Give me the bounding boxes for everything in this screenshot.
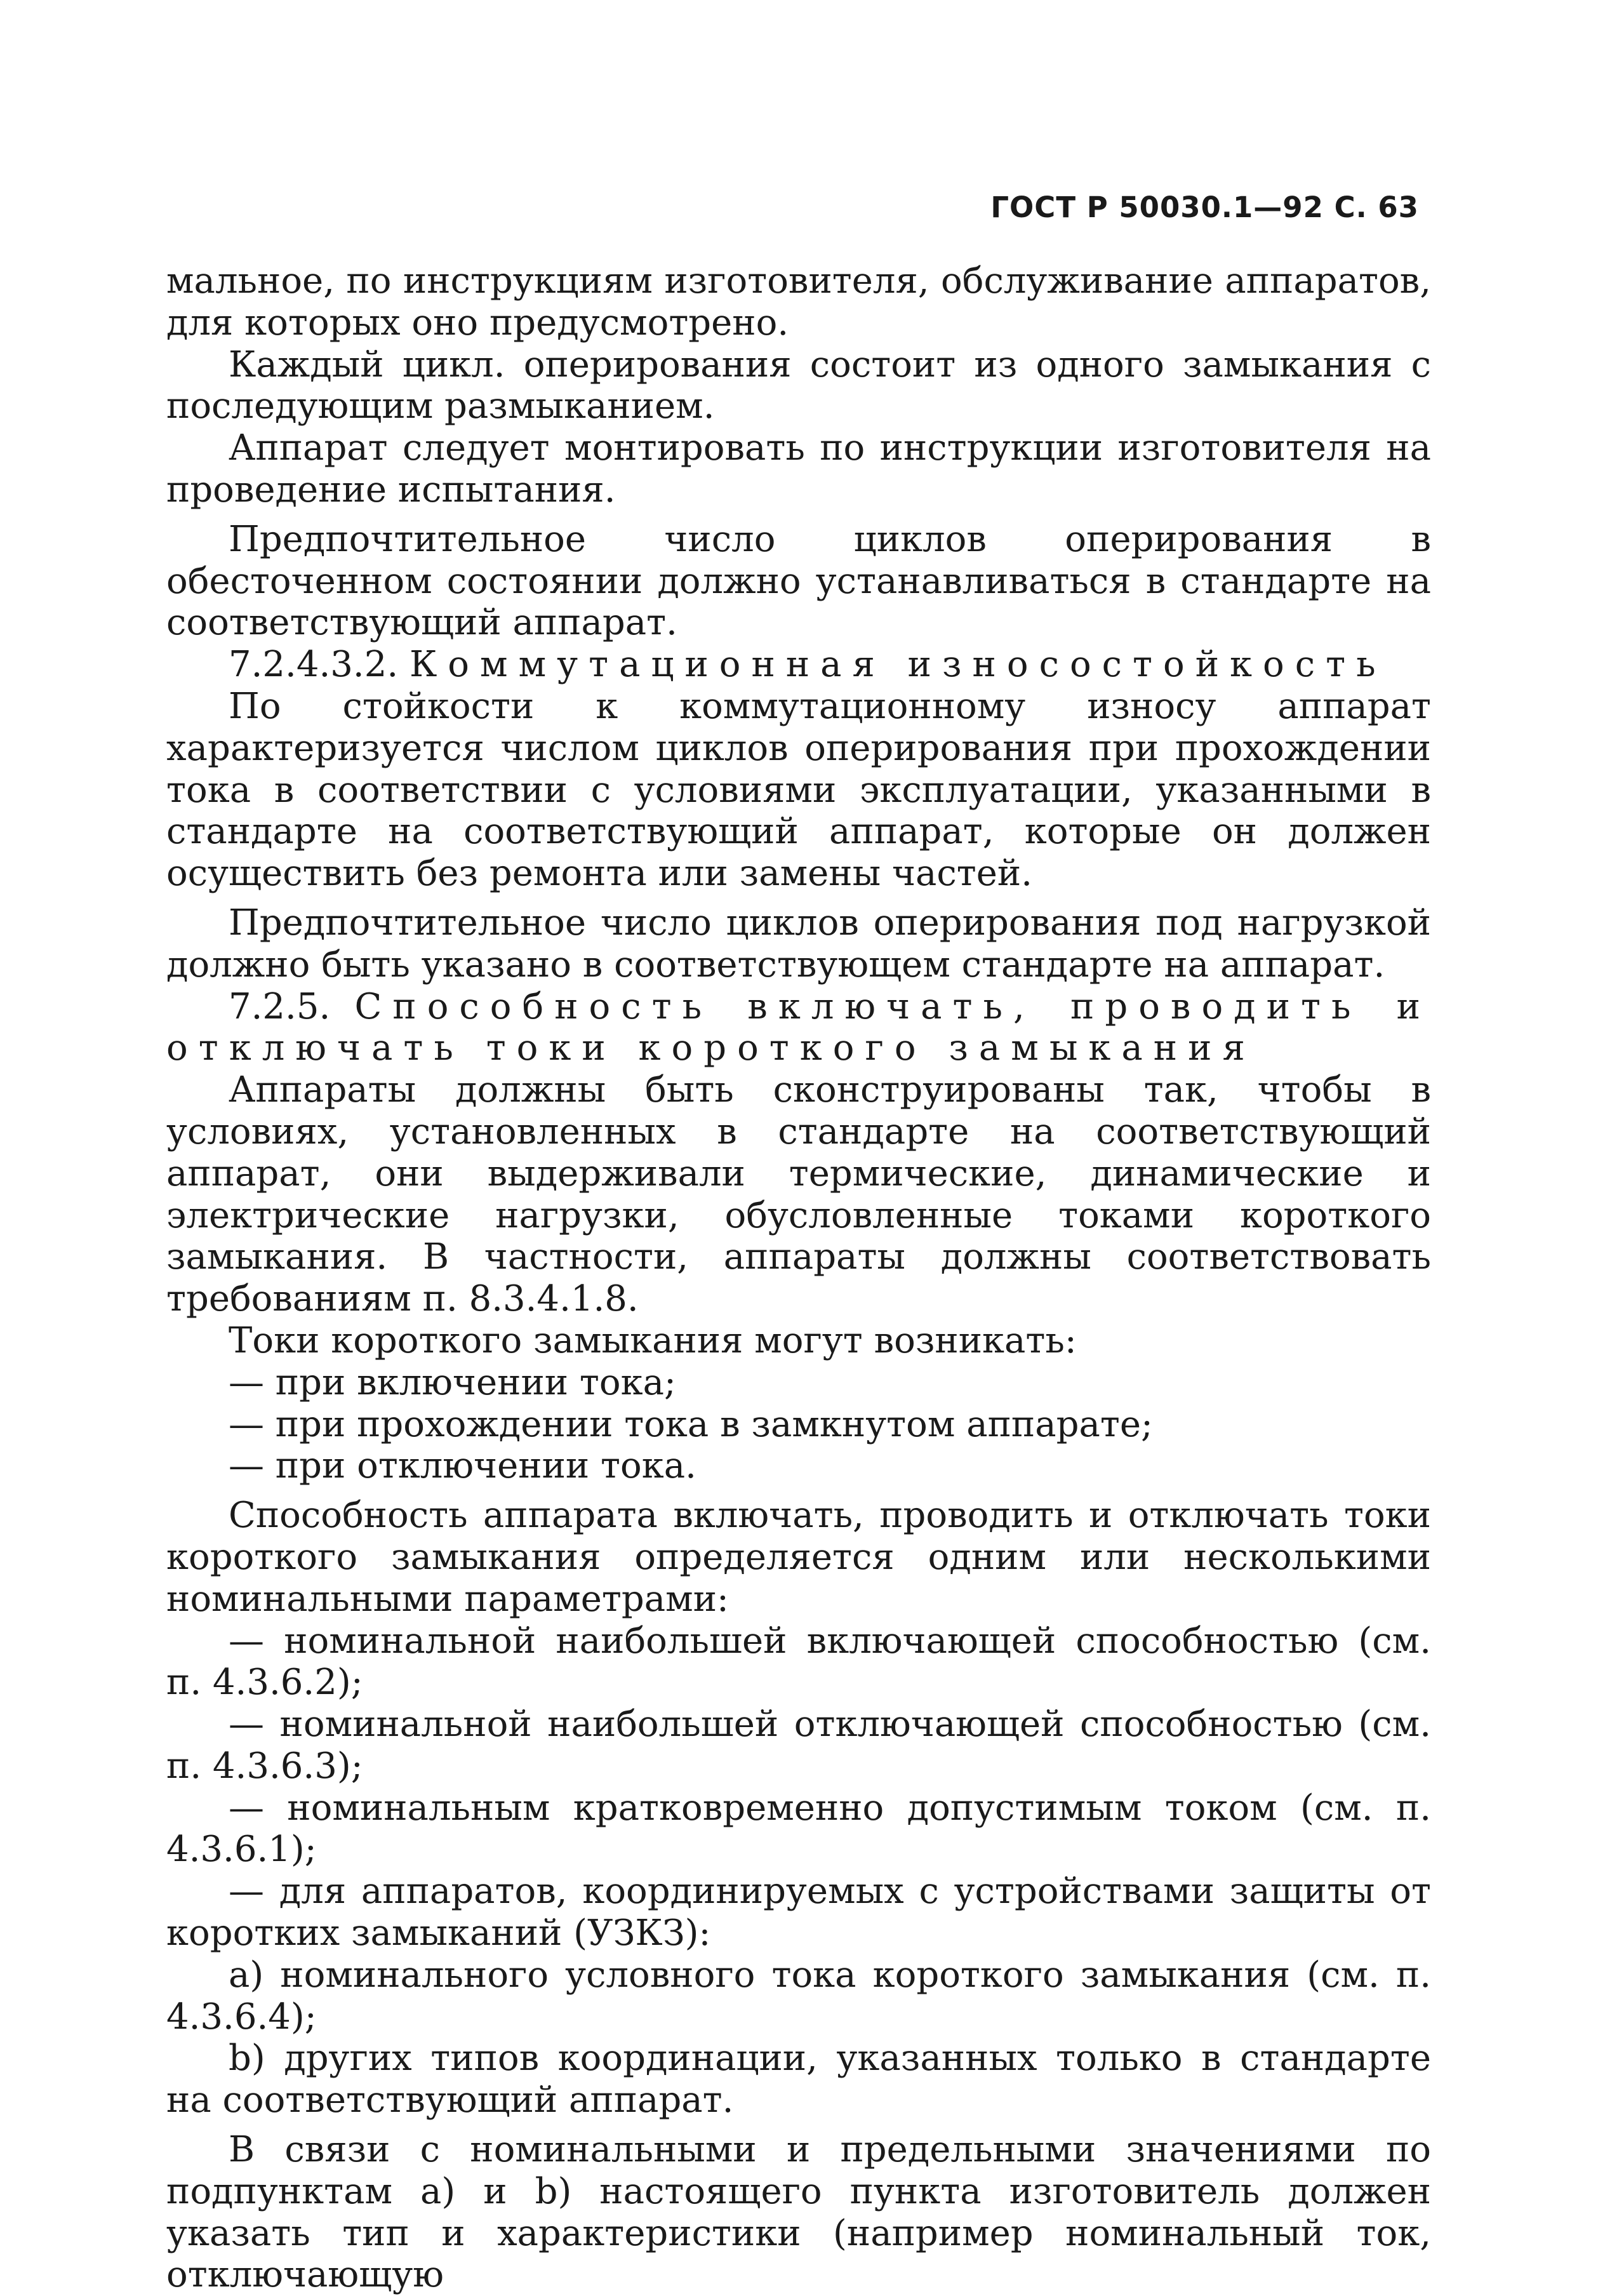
paragraph: По стойкости к коммутационному износу аппарат характеризуется числом циклов оперирования при прохождении тока в соответствии с условиями эксплуатации, указанными в стандарте на соответствующий аппарат, которые он должен осуществить без ремонта или замены частей. (166, 685, 1431, 895)
list-item: b) других типов координации, указанных только в стандарте на соответствующий аппарат. (166, 2038, 1431, 2121)
section-title: Коммутационная износостойкость (409, 644, 1387, 686)
list-item: — номинальной наибольшей включающей способностью (см. п. 4.3.6.2); (166, 1620, 1431, 1704)
section-heading (166, 986, 1431, 1070)
paragraph: Токи короткого замыкания могут возникать: (229, 1319, 1077, 1361)
running-head: ГОСТ Р 50030.1—92 С. 63 (990, 190, 1419, 224)
paragraph: мальное, по инструкциям изготовителя, обслуживание аппаратов, для которых оно предусмотрено. (166, 260, 1431, 344)
body-text (166, 260, 1431, 2296)
list-item: а) номинального условного тока короткого замыкания (см. п. 4.3.6.4); (166, 1954, 1431, 2038)
section-title: Способность включать, проводить и отключать токи короткого замыкания (166, 985, 1431, 1069)
paragraph: В связи с номинальными и предельными значениями по подпунктам а) и b) настоящего пункта изготовитель должен указать тип и характеристики (например номинальный ток, отключающую (166, 2129, 1431, 2296)
section-heading (166, 644, 1431, 686)
list-item: — при прохождении тока в замкнутом аппарате; (229, 1403, 1153, 1445)
paragraph: Каждый цикл. оперирования состоит из одного замыкания с последующим размыканием. (166, 344, 1431, 427)
list-item: — номинальным кратковременно допустимым током (см. п. 4.3.6.1); (166, 1787, 1431, 1871)
section-number: 7.2.4.3.2. (229, 644, 399, 686)
list-item: — при отключении тока. (229, 1445, 696, 1487)
paragraph: Предпочтительное число циклов оперирования в обесточенном состоянии должно устанавливаться в стандарте на соответствующий аппарат. (166, 518, 1431, 644)
paragraph: Аппараты должны быть сконструированы так, чтобы в условиях, установленных в стандарте на соответствующий аппарат, они выдерживали термические, динамические и электрические нагрузки, обусловленные токами короткого замыкания. В частности, аппараты должны соответствовать требованиям п. 8.3.4.1.8. (166, 1069, 1431, 1320)
paragraph: Способность аппарата включать, проводить и отключать токи короткого замыкания определяется одним или несколькими номинальными параметрами: (166, 1495, 1431, 1620)
list-item: — при включении тока; (229, 1361, 676, 1403)
paragraph: Предпочтительное число циклов оперирования под нагрузкой должно быть указано в соответствующем стандарте на аппарат. (166, 902, 1431, 985)
paragraph: Аппарат следует монтировать по инструкции изготовителя на проведение испытания. (166, 427, 1431, 511)
section-number: 7.2.5. (229, 985, 331, 1027)
list-item: — номинальной наибольшей отключающей способностью (см. п. 4.3.6.3); (166, 1704, 1431, 1787)
list-item: — для аппаратов, координируемых с устройствами защиты от коротких замыканий (УЗКЗ): (166, 1871, 1431, 1954)
